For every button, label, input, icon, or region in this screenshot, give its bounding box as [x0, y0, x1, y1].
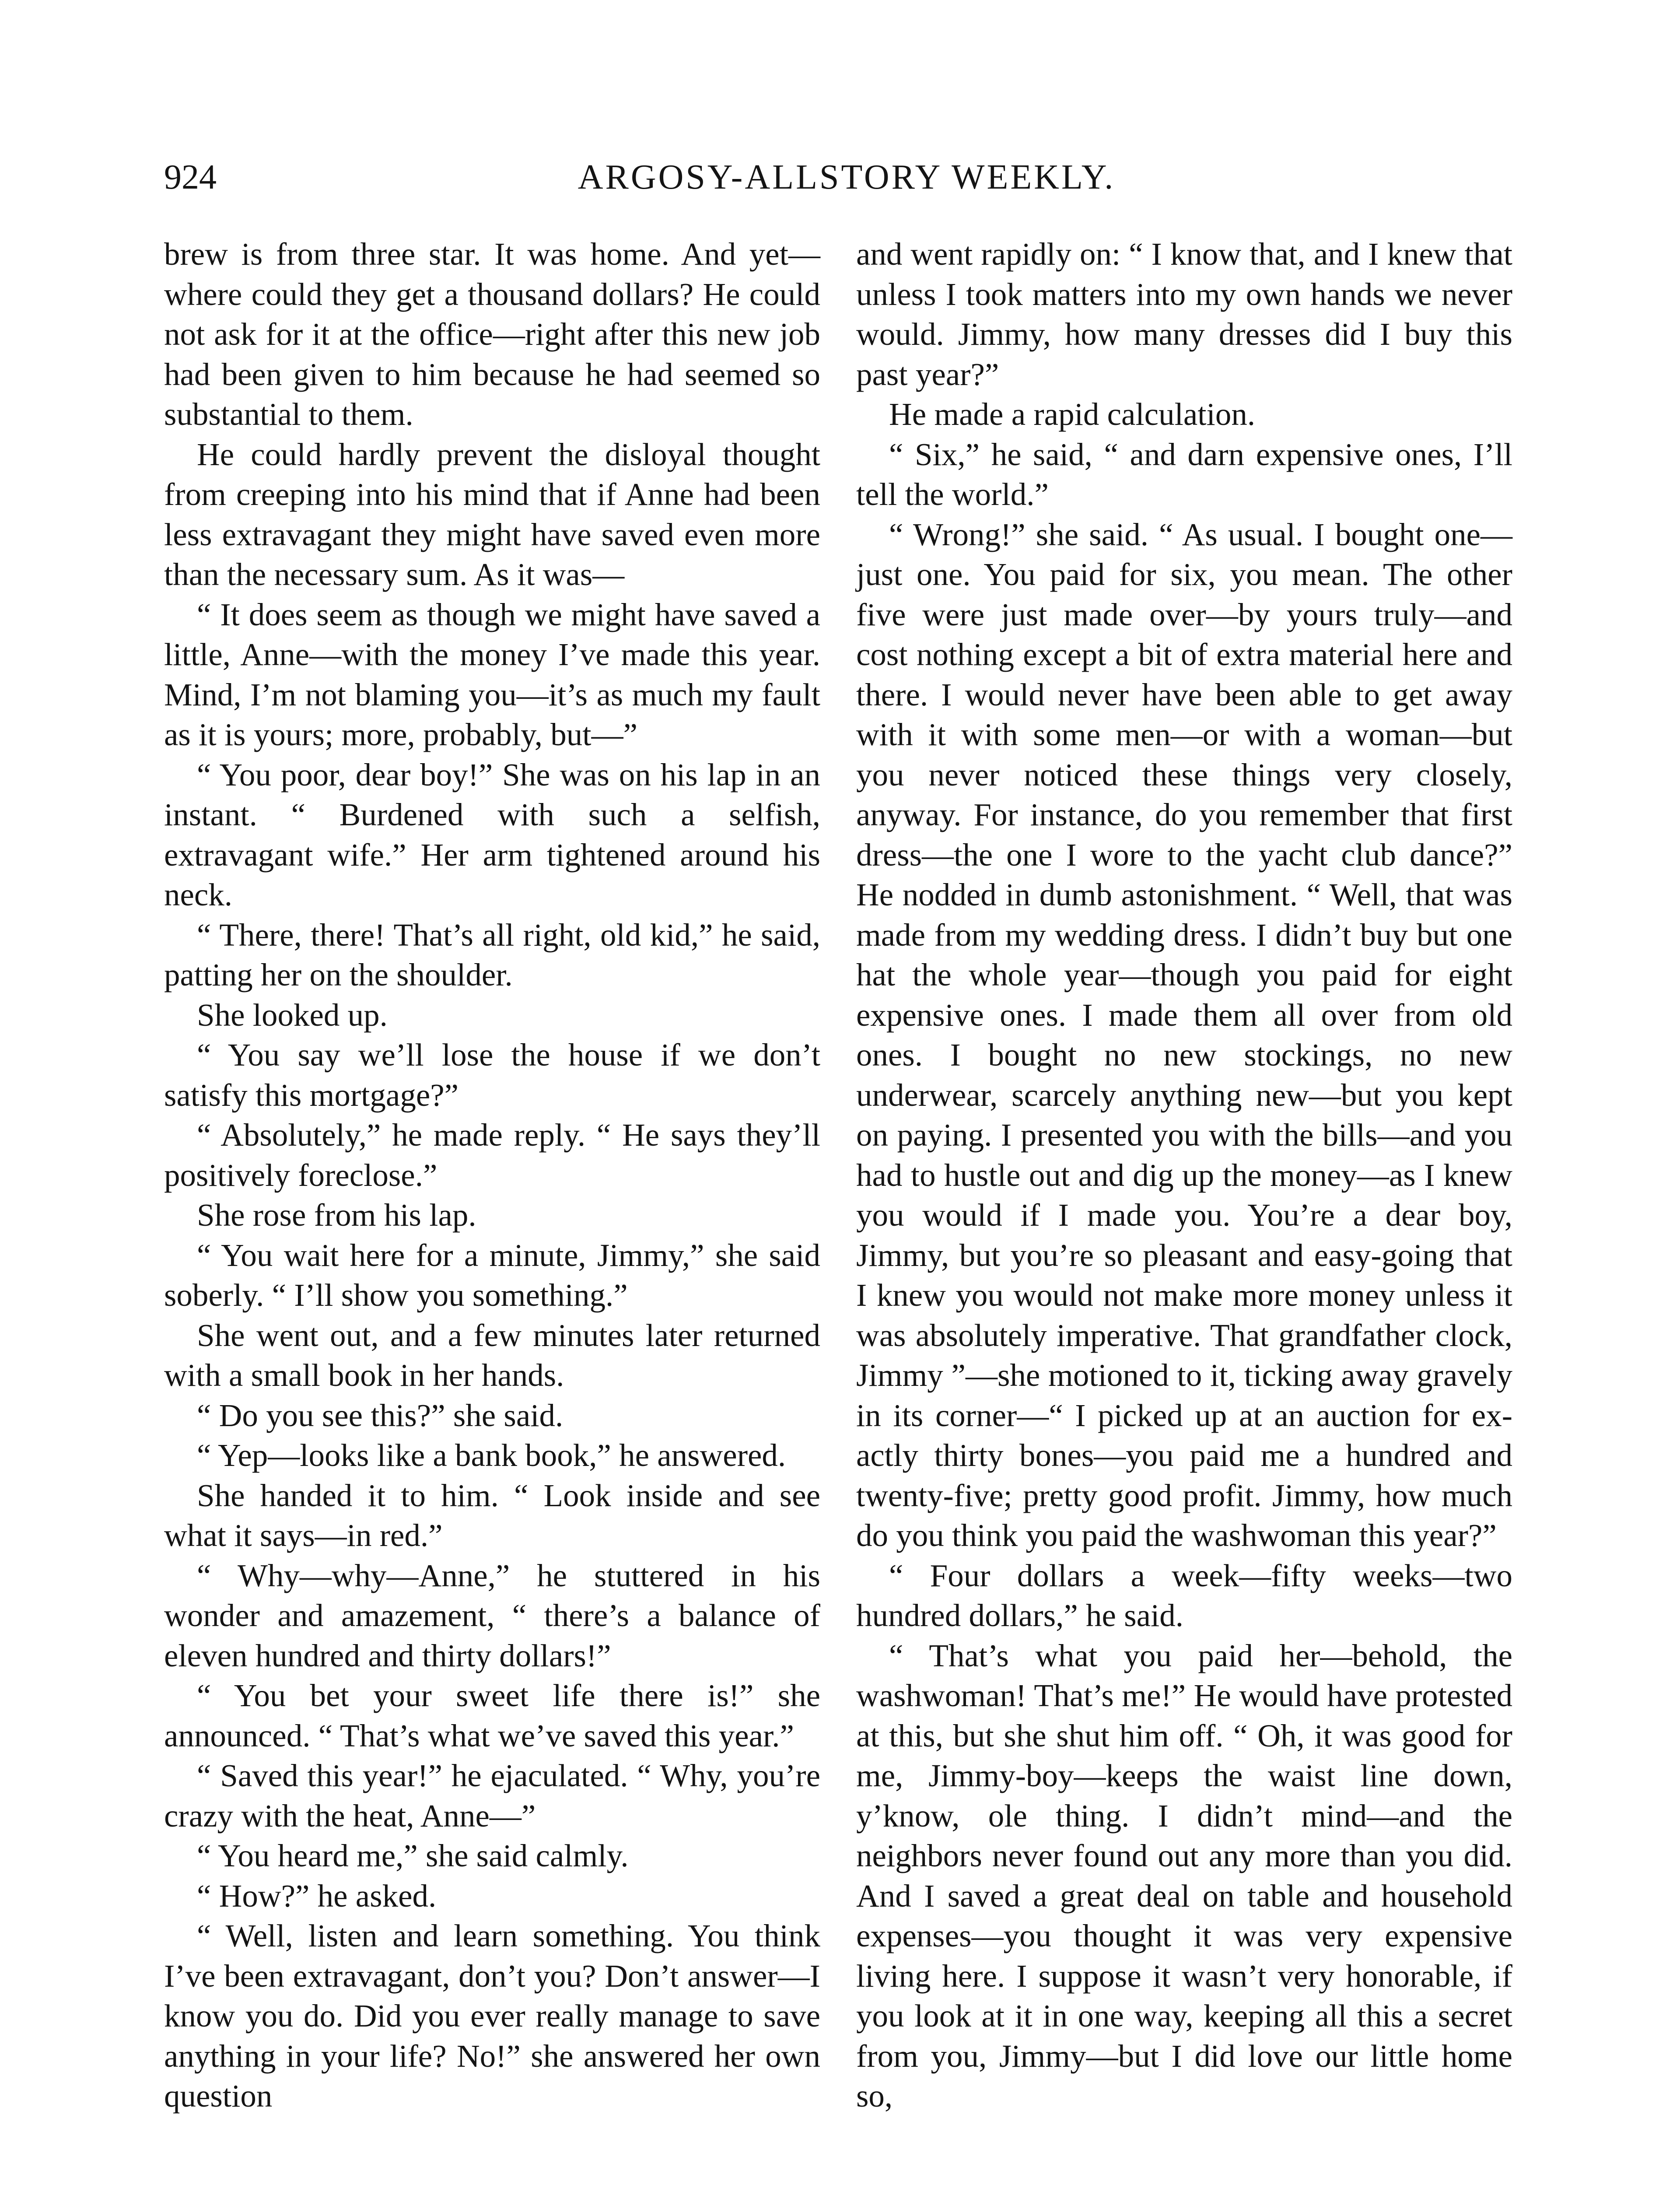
- paragraph: “ It does seem as though we might have saved a little, Anne—with the money I’ve made this year. Mind, I’m not blaming you—it’s as much my fault as it is yours; more, probably, but—”: [164, 596, 820, 752]
- paragraph: He could hardly prevent the disloyal thought from creeping into his mind that if Anne had been less extravagant they might have saved even more than the necessary sum. As it was—: [164, 436, 820, 592]
- paragraph: “ Do you see this?” she said.: [197, 1397, 564, 1433]
- left-text-column: [164, 234, 820, 2116]
- paragraph: “ You bet your sweet life there is!” she announced. “ That’s what we’ve saved this year.”: [164, 1678, 820, 1753]
- magazine-title: ARGOSY-ALLSTORY WEEKLY.: [578, 158, 1116, 196]
- paragraph: “ Well, listen and learn something. You think I’ve been extravagant, don’t you? Don’t answer—I know you do. Did you ever really manage to save anything in your life? No!” she answered her own question: [164, 1918, 820, 2114]
- paragraph: She looked up.: [197, 997, 388, 1033]
- paragraph: “ Absolutely,” he made reply. “ He says they’ll positively foreclose.”: [164, 1117, 820, 1193]
- paragraph: “ Yep—looks like a bank book,” he answered.: [197, 1438, 786, 1473]
- paragraph: “ Wrong!” she said. “ As usual. I bought one—just one. You paid for six, you mean. The other five were just made over—by yours truly—and cost nothing except a bit of extra material here and there. I would never have been able to get away with it with some men—or with a woman—but you never noticed these things very closely, anyway. For instance, do you remember that first dress—the one I wore to the yacht club dance?” He nodded in dumb astonishment. “ Well, that was made from my wedding dress. I didn’t buy but one hat the whole year—though you paid for eight expensive ones. I made them all over from old ones. I bought no new stockings, no new underwear, scarcely anything new—but you kept on paying. I presented you with the bills—and you had to hustle out and dig up the money—as I knew you would if I made you. You’re a dear boy, Jimmy, but you’re so pleasant and easy-going that I knew you would not make more money unless it was absolutely imperative. That grandfather clock, Jimmy ”—she motioned to it, ticking away gravely in its corner—“ I picked up at an auction for exactly thirty bones—you paid me a hundred and twenty-five; pretty good profit. Jimmy, how much do you think you paid the washwoman this year?”: [856, 516, 1512, 1553]
- paragraph: “ Four dollars a week—fifty weeks—two hundred dollars,” he said.: [856, 1557, 1512, 1633]
- paragraph: “ That’s what you paid her—behold, the washwoman! That’s me!” He would have protested at this, but she shut him off. “ Oh, it was good for me, Jimmy-boy—keeps the waist line down, y’know, ole thing. I didn’t mind—and the neighbors never found out any more than you did. And I saved a great deal on table and household expenses—you thought it was very expensive living here. I suppose it wasn’t very honorable, if you look at it in one way, keeping all this a secret from you, Jimmy—but I did love our little home so,: [856, 1637, 1512, 2114]
- paragraph: “ You say we’ll lose the house if we don’t satisfy this mortgage?”: [164, 1037, 820, 1113]
- paragraph: “ You heard me,” she said calmly.: [197, 1838, 629, 1873]
- paragraph: “ Why—why—Anne,” he stuttered in his wonder and amazement, “ there’s a balance of eleven hundred and thirty dollars!”: [164, 1557, 820, 1673]
- page-number: 924: [164, 158, 217, 196]
- paragraph: “ How?” he asked.: [197, 1878, 437, 1914]
- paragraph: brew is from three star. It was home. And yet—where could they get a thousand dollars? He could not ask for it at the office—right after this new job had been given to him because he had seemed so substantial to them.: [164, 236, 820, 432]
- running-header: [164, 155, 1529, 208]
- paragraph: “ You poor, dear boy!” She was on his lap in an instant. “ Burdened with such a selfish, extravagant wife.” Her arm tightened around his neck.: [164, 757, 820, 912]
- paragraph: “ There, there! That’s all right, old kid,” he said, patting her on the shoulder.: [164, 917, 820, 992]
- paragraph: “ You wait here for a minute, Jimmy,” she said soberly. “ I’ll show you something.”: [164, 1237, 820, 1313]
- paragraph: He made a rapid calculation.: [889, 396, 1256, 432]
- right-text-column: [856, 234, 1512, 2116]
- paragraph: and went rapidly on: “ I know that, and I knew that unless I took matters into my own hands we never would. Jimmy, how many dresses did I buy this past year?”: [856, 236, 1512, 392]
- paragraph: “ Six,” he said, “ and darn expensive ones, I’ll tell the world.”: [856, 436, 1512, 512]
- paragraph: “ Saved this year!” he ejaculated. “ Why, you’re crazy with the heat, Anne—”: [164, 1758, 820, 1834]
- paragraph: She went out, and a few minutes later returned with a small book in her hands.: [164, 1317, 820, 1393]
- paragraph: She handed it to him. “ Look inside and see what it says—in red.”: [164, 1477, 820, 1553]
- paragraph: She rose from his lap.: [197, 1197, 476, 1233]
